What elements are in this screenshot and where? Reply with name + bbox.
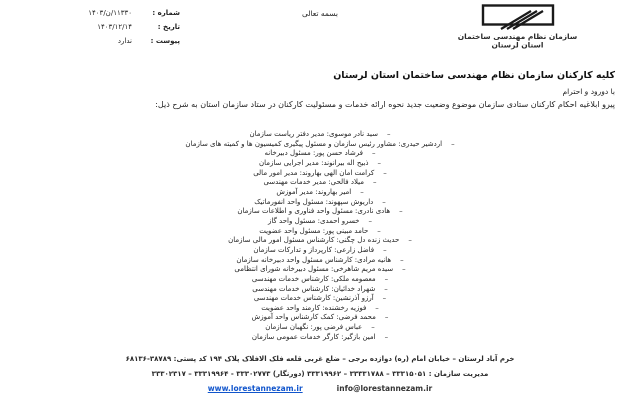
- letter-footer: [0, 352, 640, 396]
- bullet-dash: –: [384, 274, 389, 283]
- bullet-dash: –: [384, 313, 389, 322]
- staff-entry-text: فرشاد حسن پور: مسئول دبیرخانه: [264, 149, 363, 158]
- staff-entry-text: اردشیر حیدری: مشاور رئیس سازمان و مسئول پیگیری کمیسیون ها و کمیته های سازمان: [185, 139, 443, 148]
- bullet-dash: –: [360, 187, 364, 196]
- bullet-dash: –: [368, 216, 373, 225]
- number-label: شماره :: [152, 9, 180, 17]
- bullet-dash: –: [382, 294, 387, 303]
- meta-attachment-row: [10, 34, 180, 48]
- bullet-dash: –: [375, 303, 379, 312]
- bullet-dash: –: [402, 265, 406, 274]
- meta-date-row: [10, 20, 180, 34]
- bullet-dash: –: [377, 226, 381, 235]
- staff-list-item: [0, 207, 640, 217]
- bismillah-text: بسمه تعالی: [301, 9, 339, 18]
- staff-entry-text: محمد فرضی: کمک کارشناس واحد آموزش: [251, 313, 376, 322]
- staff-entry-text: سیده مریم شاهرخی: مسئول دبیرخانه شورای انتظامی: [234, 265, 394, 274]
- salutation-text: با دورود و احترام: [562, 87, 615, 96]
- bullet-dash: –: [371, 149, 376, 158]
- staff-list-item: [0, 188, 640, 198]
- staff-entry-text: ذبیح اله بیرانوند: مدیر اجرایی سازمان: [258, 158, 369, 167]
- attachment-value: ندارد: [117, 37, 132, 45]
- staff-entry-text: شهراد خدائیان: کارشناس خدمات مهندسی: [252, 284, 376, 293]
- staff-entry-text: حدیث زنده دل چگنی: کارشناس مسئول امور مالی سازمان: [228, 236, 400, 245]
- bullet-dash: –: [400, 255, 404, 264]
- organization-logo-icon: [479, 4, 557, 30]
- footer-address: خرم آباد لرستان – خیابان امام (ره) دوازده برجی – ضلع غربی قلعه فلک الافلاک پلاک ۱۹۴ کد پستی: ۳۸۷۸۹-۶۸۱۳۶: [125, 355, 515, 363]
- bullet-dash: –: [384, 332, 389, 341]
- staff-entry-text: میلاد فالحی: مدیر خدمات مهندسی: [263, 178, 365, 187]
- staff-entry-text: کرامت امان الهی بهاروند: مدیر امور مالی: [253, 168, 375, 177]
- email-text: info@lorestannezam.ir: [336, 384, 433, 393]
- staff-list-item: [0, 275, 640, 285]
- footer-phones: مدیریت سازمان : ۳۳۳۱۵۰۵۱ – ۳۳۳۳۱۷۸۸ – ۳۳۳۱۹۹۶۲ (دورنگار) ۳۳۳۰۲۷۷۳ - ۳۳۳۱۹۹۶۴ – ۳۳۳۰۲۳۱۷: [151, 369, 489, 378]
- organization-logo-block: [450, 4, 585, 50]
- staff-entry-text: معصومه ملکی: کارشناس خدمات مهندسی: [251, 274, 376, 283]
- staff-entry-text: هانیه مرادی: کارشناس مسئول واحد دبیرخانه سازمان: [236, 255, 392, 264]
- staff-entry-text: عباس فرضی پور: نگهبان سازمان: [265, 323, 363, 332]
- staff-list-item: [0, 130, 640, 140]
- bullet-dash: –: [399, 207, 403, 216]
- bullet-dash: –: [377, 158, 382, 167]
- staff-entry-text: فوزیه رخشنده: کارمند واحد عضویت: [261, 303, 367, 312]
- staff-list-item: [0, 285, 640, 295]
- staff-entry-text: داریوش سپهوند: مسئول واحد انفورماتیک: [254, 197, 374, 206]
- bullet-dash: –: [382, 197, 386, 206]
- staff-list-item: [0, 246, 640, 256]
- staff-list-item: [0, 227, 640, 237]
- staff-list-item: [0, 294, 640, 304]
- bullet-dash: –: [371, 323, 375, 332]
- date-label: تاریخ :: [157, 23, 180, 31]
- attachment-label: پیوست :: [150, 37, 180, 45]
- staff-entry-text: خسرو احمدی: مسئول واحد گاز: [267, 216, 360, 225]
- footer-links: [0, 382, 640, 396]
- staff-entry-text: سید نادر موسوی: مدیر دفتر ریاست سازمان: [249, 130, 379, 138]
- staff-entry-text: امین بازگیر: کارگر خدمات عمومی سازمان: [251, 332, 376, 341]
- recipient-title: کلیه کارکنان سازمان نظام مهندسی ساختمان استان لرستان: [333, 70, 615, 81]
- staff-list-item: [0, 149, 640, 159]
- bullet-dash: –: [451, 139, 455, 148]
- staff-list-item: [0, 265, 640, 275]
- staff-list-item: [0, 256, 640, 266]
- date-value: ۱۴۰۳/۱۲/۱۴: [97, 23, 132, 31]
- letter-body: پیرو ابلاغیه احکام کارکنان ستادی سازمان موضوع وضعیت جدید نحوه ارائه خدمات و مسئولیت کارکنان در ستاد سازمان استان به شرح ذیل:: [155, 100, 615, 109]
- staff-list-item: [0, 323, 640, 333]
- staff-entry-text: آرزو آذرنشین: کارشناس خدمات مهندسی: [253, 294, 374, 303]
- staff-list-item: [0, 178, 640, 188]
- bullet-dash: –: [373, 178, 377, 187]
- staff-list-item: [0, 217, 640, 227]
- staff-entry-text: حامد مبینی پور: مسئول واحد عضویت: [259, 226, 369, 235]
- staff-list-item: [0, 313, 640, 323]
- staff-list-item: [0, 169, 640, 179]
- website-link[interactable]: www.lorestannezam.ir: [207, 384, 303, 393]
- staff-list-item: [0, 159, 640, 169]
- staff-entry-text: فاضل زارعی: کارپرداز و تدارکات سازمان: [253, 245, 375, 254]
- staff-list-item: [0, 198, 640, 208]
- bullet-dash: –: [387, 130, 391, 138]
- number-value: ۱۱۳۳۰/ن/۱۴۰۳: [88, 9, 132, 17]
- staff-entry-text: هادی نادری: مسئول واحد فناوری و اطلاعات سازمان: [237, 207, 391, 216]
- bullet-dash: –: [383, 168, 387, 177]
- staff-list-item: [0, 140, 640, 150]
- bullet-dash: –: [384, 284, 388, 293]
- organization-name: سازمان نظام مهندسی ساختمان استان لرستان: [457, 32, 578, 50]
- staff-entry-text: امیر بهاروند: مدیر آموزش: [276, 187, 352, 196]
- bullet-dash: –: [383, 245, 387, 254]
- staff-list-item: [0, 236, 640, 246]
- bullet-dash: –: [408, 236, 412, 245]
- staff-list: [0, 130, 640, 342]
- staff-list-item: [0, 333, 640, 343]
- meta-number-row: [10, 6, 180, 20]
- letter-meta: [10, 6, 180, 48]
